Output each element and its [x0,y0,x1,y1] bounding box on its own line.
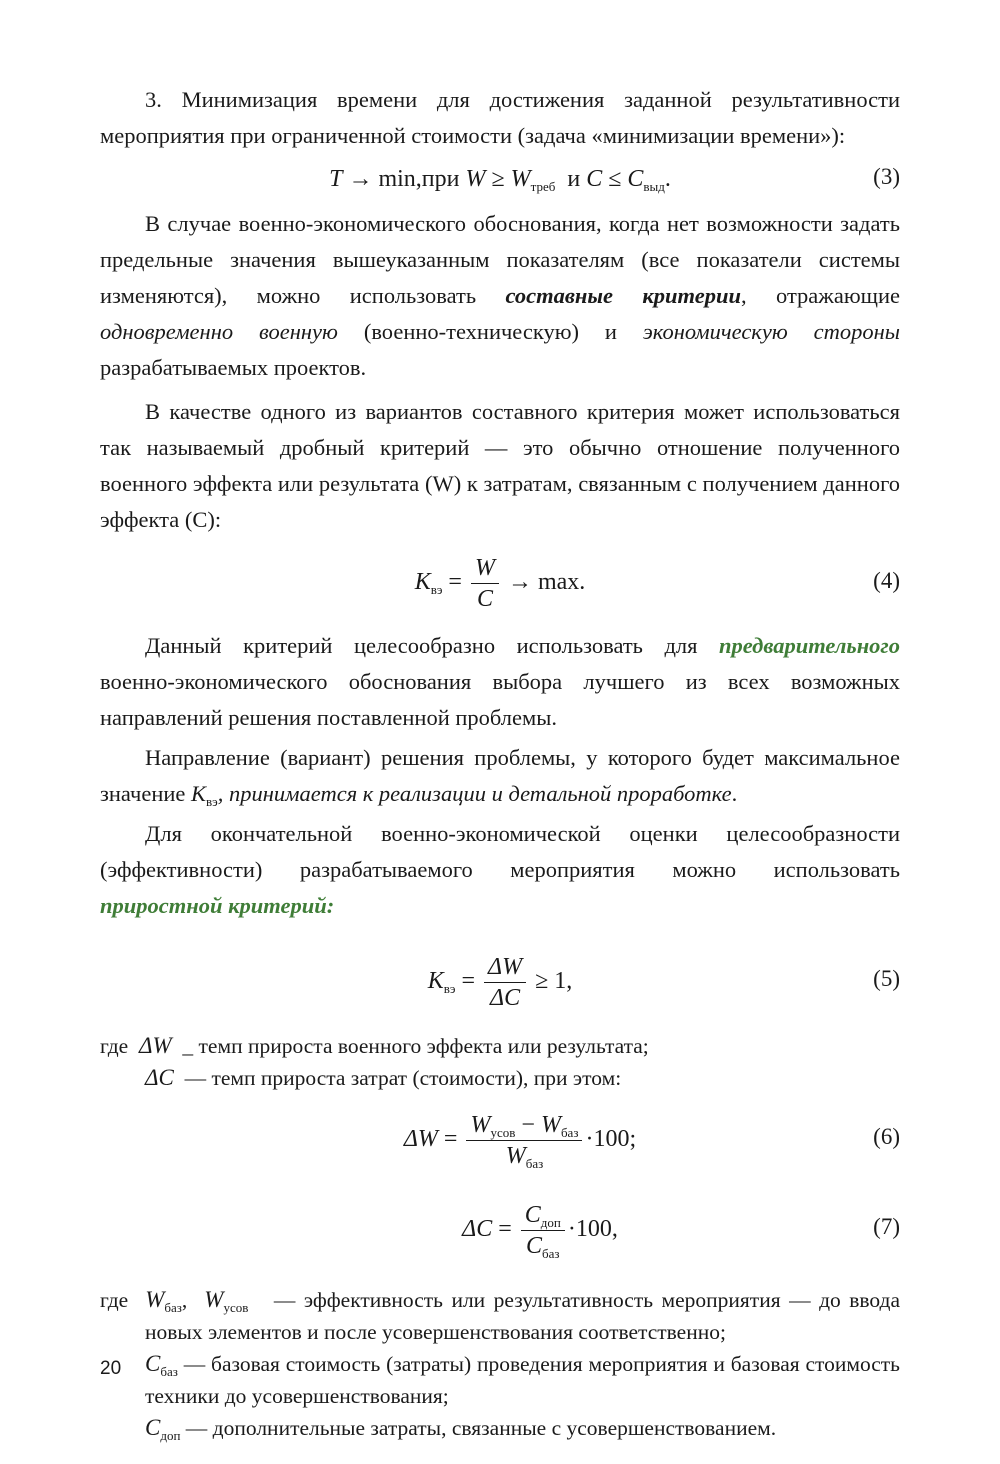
eq6-n2sub: баз [560,1124,579,1140]
p4-a: Данный критерий целесообразно использовать для [145,633,719,658]
eq5-numerator: ΔW [484,952,526,983]
where2-c1sub: баз [160,1364,178,1379]
where2-w2sub: усов [223,1300,249,1315]
eq7-d: C [526,1232,543,1259]
eq5-eq: = [461,968,476,994]
where1-dc-text: — темп прироста затрат (стоимости), при этом: [184,1066,622,1090]
equation-5-number: (5) [873,966,900,991]
equation-7 [100,1188,900,1270]
equation-4-body [100,542,900,622]
eq5-k: K [427,968,444,994]
where2-w2: W [204,1287,224,1312]
eq7-denominator [521,1231,565,1261]
where2-comma: , [181,1288,188,1312]
eq7-numerator [521,1200,565,1231]
where2-w-def [100,1284,900,1348]
eq7-eq: = [498,1216,512,1242]
p5-c: . [731,781,738,806]
eq3-sub-vyd: выд [643,179,665,194]
equation-7-number: (7) [873,1214,900,1239]
eq3-w: W [465,166,486,192]
where2-c2-def [100,1412,900,1444]
where-block-2 [100,1284,900,1444]
eq6-d: W [505,1142,526,1169]
paragraph-1: 3. Минимизация времени для достижения заданной результативности мероприятия при ограниченной стоимости (задача «минимизации времени»): [100,87,900,148]
p2-g: разрабатываемых проектов. [100,355,367,380]
p4-preliminary: предварительного [718,633,900,658]
eq5-sub: вэ [443,981,456,996]
eq4-max: max. [537,569,586,595]
eq4-denominator: C [476,585,493,612]
eq6-tail: ·100; [585,1126,637,1152]
eq6-dsub: баз [525,1155,544,1171]
eq3-c: C [586,166,603,192]
eq3-t: T [329,166,343,192]
where2-w1sub: баз [164,1300,182,1315]
where2-c2sub: доп [160,1428,181,1443]
p2-f: экономическую стороны [642,319,900,344]
eq5-one: 1, [554,968,573,994]
eq5-denominator: ΔC [490,984,521,1011]
equation-6 [100,1098,900,1180]
equation-7-body [100,1188,900,1270]
eq7-fraction [521,1200,565,1261]
equation-5 [100,938,900,1024]
eq4-numerator: W [471,553,499,584]
equation-3 [100,156,900,202]
equation-3-body [100,156,900,202]
eq7-dsub: баз [542,1245,560,1261]
where1-dw-text: _ темп прироста военного эффекта или результата; [182,1034,649,1058]
equation-4 [100,542,900,622]
p5-sub: вэ [206,794,218,809]
equation-5-body [100,938,900,1024]
eq4-fraction [471,553,499,614]
paragraph-2 [100,206,900,386]
page-body [100,82,900,1444]
eq4-sub: вэ [430,582,443,597]
eq3-min: min, [378,166,422,192]
where2-c1: C [145,1351,161,1376]
p6-incremental-criterion: приростной критерий: [100,893,335,918]
paragraph-5 [100,740,900,812]
equation-4-number: (4) [873,568,900,593]
eq6-minus: − [521,1111,535,1138]
p5-a: Направление (вариант) решения проблемы, у которого будет максимальное значение [100,745,900,806]
eq6-denominator [466,1141,582,1171]
eq3-le: ≤ [608,166,622,192]
eq6-n1sub: усов [490,1124,516,1140]
equation-6-number: (6) [873,1124,900,1149]
where2-c2-text: — дополнительные затраты, связанные с усовершенствованием. [185,1416,777,1440]
eq7-tail: ·100, [567,1216,618,1242]
where1-line2 [100,1062,900,1094]
p2-d: одновременно военную [100,319,338,344]
where2-gde: где [100,1288,129,1312]
where1-gde: где [100,1034,129,1058]
p2-a: В случае военно-экономического обоснования, когда нет возможности задать предельные значения вышеуказанным показателям (все показатели системы изменяются), можно использовать [100,211,900,308]
eq3-arrow: → [348,166,373,192]
paragraph-6 [100,816,900,924]
where1-dc: ΔC [145,1065,174,1090]
where2-c1-def [100,1348,900,1412]
p5-b: , принимается к реализации и детальной проработке [217,781,732,806]
eq3-i: и [567,166,581,192]
p6-a: Для окончательной военно-экономической оценки целесообразности (эффективности) разрабатываемого мероприятия можно использовать [100,821,900,882]
eq6-n2: W [540,1111,561,1138]
eq6-n1: W [470,1111,491,1138]
paragraph-4 [100,628,900,736]
page-number: 20 [100,1358,122,1379]
eq3-pri: при [421,166,460,192]
eq7-n: C [524,1201,541,1228]
equation-3-number: (3) [873,164,900,189]
eq7-nsub: доп [540,1214,561,1230]
eq3-dot: . [664,166,671,192]
where1-dw: ΔW [138,1033,172,1058]
eq3-c2: C [627,166,644,192]
eq6-eq: = [443,1126,458,1152]
eq5-ge: ≥ [535,968,549,994]
p2-c: , отражающие [741,283,900,308]
p2-composite-criteria: составные критерии [505,283,742,308]
paragraph-3: В качестве одного из вариантов составного критерия может использоваться так называемый дробный критерий — это обычно отношение полученного военного эффекта или результата (W) к затратам, связанным с получением данного эффекта (С): [100,399,900,532]
equation-6-body [100,1098,900,1180]
eq6-numerator [466,1110,582,1141]
eq4-eq: = [448,569,462,595]
eq3-sub-treb: треб [530,179,556,194]
where-block-1 [100,1030,900,1094]
eq3-ge: ≥ [491,166,505,192]
eq3-w2: W [510,166,531,192]
p5-k: K [191,781,207,806]
eq4-k: K [414,569,431,595]
eq7-lhs: ΔC [462,1216,493,1242]
eq5-fraction [484,952,526,1013]
eq6-lhs: ΔW [403,1126,438,1152]
p4-c: военно-экономического обоснования выбора лучшего из всех возможных направлений решения поставленной проблемы. [100,669,900,730]
eq6-fraction [466,1110,582,1171]
where2-w-text: — эффективность или результативность мероприятия — до ввода новых элементов и после усовершенствования соответственно; [145,1288,901,1344]
p2-e: (военно-техническую) и [337,319,643,344]
eq4-arrow: → [507,569,532,595]
where2-c1-text: — базовая стоимость (затраты) проведения мероприятия и базовая стоимость техники до усовершенствования; [145,1352,900,1408]
where2-c2: C [145,1415,161,1440]
where2-w1: W [145,1287,165,1312]
where1-line1 [100,1030,900,1062]
